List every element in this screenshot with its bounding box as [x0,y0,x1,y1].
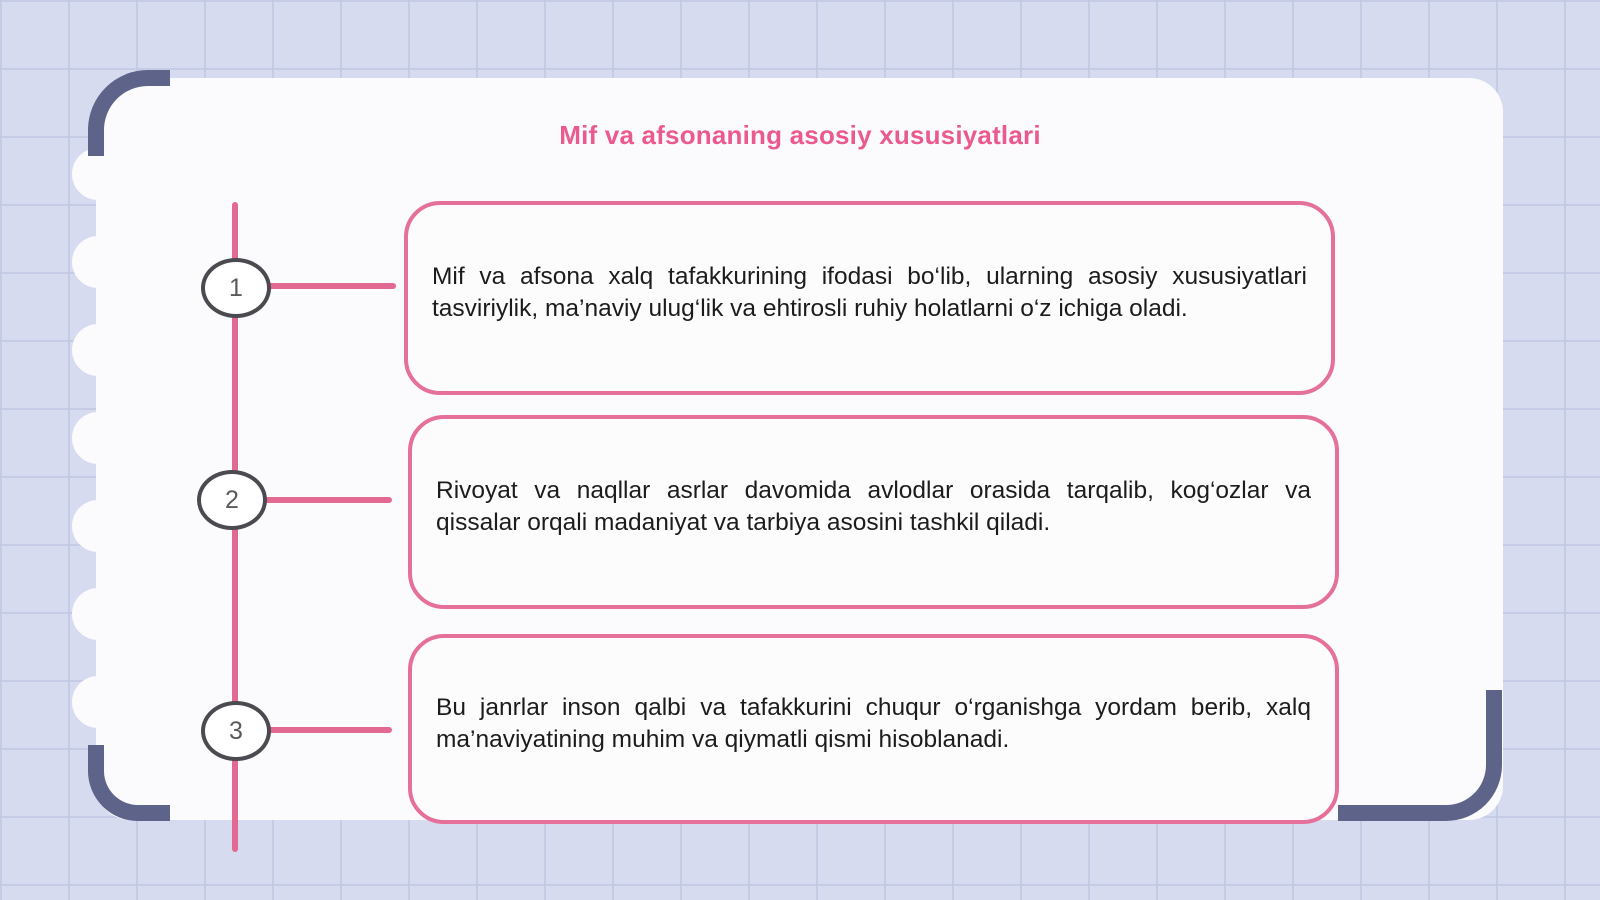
card-scallop [72,500,124,552]
step-text-1: Mif va afsona xalq tafakkurining ifodasi bo‘lib, ularning asosiy xususiyatlari tasviriylik, ma’naviy ulug‘lik va ehtirosli ruhiy holatlarni o‘z ichiga oladi. [432,263,1307,322]
corner-bracket-bottom-right [1338,690,1502,821]
step-number-3: 3 [201,701,271,761]
corner-bracket-bottom-left [88,745,170,821]
timeline-connector [264,727,392,733]
slide-title: Mif va afsonaning asosiy xususiyatlari [559,120,1041,150]
timeline-connector [264,283,396,289]
step-text-3: Bu janrlar inson qalbi va tafakkurini chuqur o‘rganishga yordam berib, xalq ma’naviyatining muhim va qiymatli qismi hisoblanadi. [436,694,1311,753]
step-card-3 [408,634,1339,824]
card-scallop [72,324,124,376]
card-scallop [72,412,124,464]
timeline-connector [262,497,392,503]
step-card-1 [404,201,1335,395]
card-scallop [72,588,124,640]
step-number-2: 2 [197,470,267,530]
step-card-2 [408,415,1339,609]
card-scallop [72,676,124,728]
step-text-2: Rivoyat va naqllar asrlar davomida avlodlar orasida tarqalib, kog‘ozlar va qissalar orqali madaniyat va tarbiya asosini tashkil qiladi. [436,477,1311,536]
card-scallop [72,236,124,288]
corner-bracket-top-left [88,70,170,156]
step-number-1: 1 [201,258,271,318]
